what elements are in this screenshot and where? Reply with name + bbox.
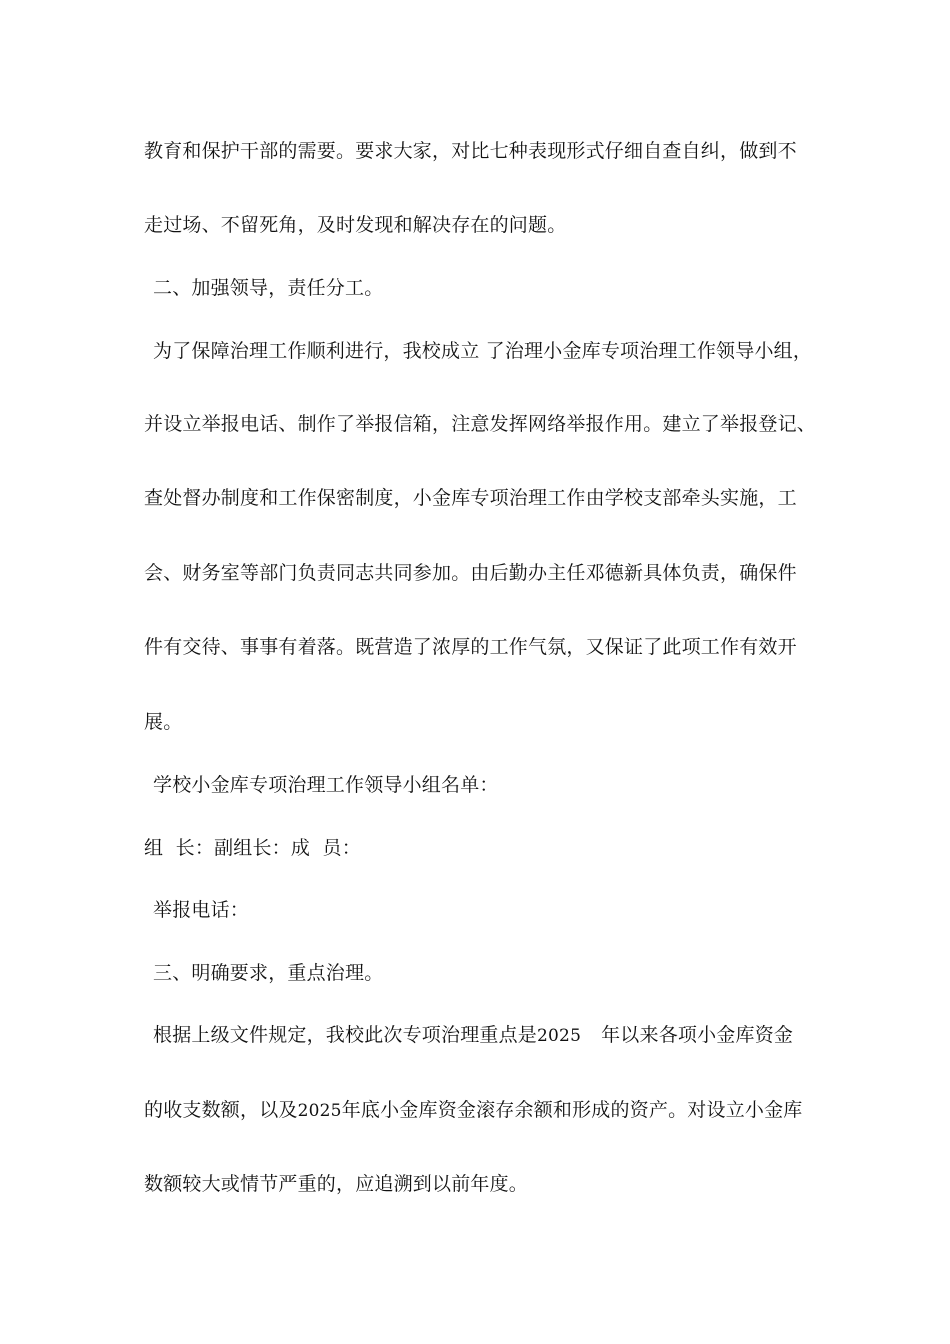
- text-segment: 年底小金库资金滚存余额和形成的资产。对设立小金库: [341, 1099, 803, 1121]
- text-segment: 年以来各项小金库资金: [601, 1024, 794, 1046]
- text-segment: 根据上级文件规定，我校此次专项治理重点是: [153, 1024, 538, 1046]
- body-text-line: 会、财务室等部门负责同志共同参加。由后勤办主任邓德新具体负责，确保件: [144, 562, 797, 584]
- body-text-line: 为了保障治理工作顺利进行，我校成立 了治理小金库专项治理工作领导小组，: [153, 340, 813, 362]
- section-heading: 二、加强领导，责任分工。: [153, 277, 384, 299]
- body-text-line: 教育和保护干部的需要。要求大家，对比七种表现形式仔细自查自纠，做到不: [144, 140, 797, 162]
- text-segment: 的收支数额，以及: [144, 1099, 298, 1121]
- year-number: 2025: [537, 1026, 582, 1046]
- list-title: 学校小金库专项治理工作领导小组名单：: [153, 774, 499, 796]
- body-text-line: 数额较大或情节严重的，应追溯到以前年度。: [144, 1173, 529, 1195]
- body-text-line: 走过场、不留死角，及时发现和解决存在的问题。: [144, 214, 567, 236]
- body-text-line: 件有交待、事事有着落。既营造了浓厚的工作气氛，又保证了此项工作有效开: [144, 636, 797, 658]
- year-number: 2025: [297, 1101, 342, 1121]
- section-heading: 三、明确要求，重点治理。: [153, 962, 384, 984]
- hotline-label: 举报电话：: [153, 899, 250, 921]
- body-text-line: 查处督办制度和工作保密制度，小金库专项治理工作由学校支部牵头实施，工: [144, 487, 797, 509]
- body-text-line: 展。: [144, 711, 183, 733]
- member-roles-line: 组 长：副组长：成 员：: [144, 837, 361, 859]
- body-text-line: [144, 1097, 824, 1124]
- body-text-line: 并设立举报电话、制作了举报信箱，注意发挥网络举报作用。建立了举报登记、: [144, 413, 817, 435]
- body-text-line: [153, 1022, 833, 1049]
